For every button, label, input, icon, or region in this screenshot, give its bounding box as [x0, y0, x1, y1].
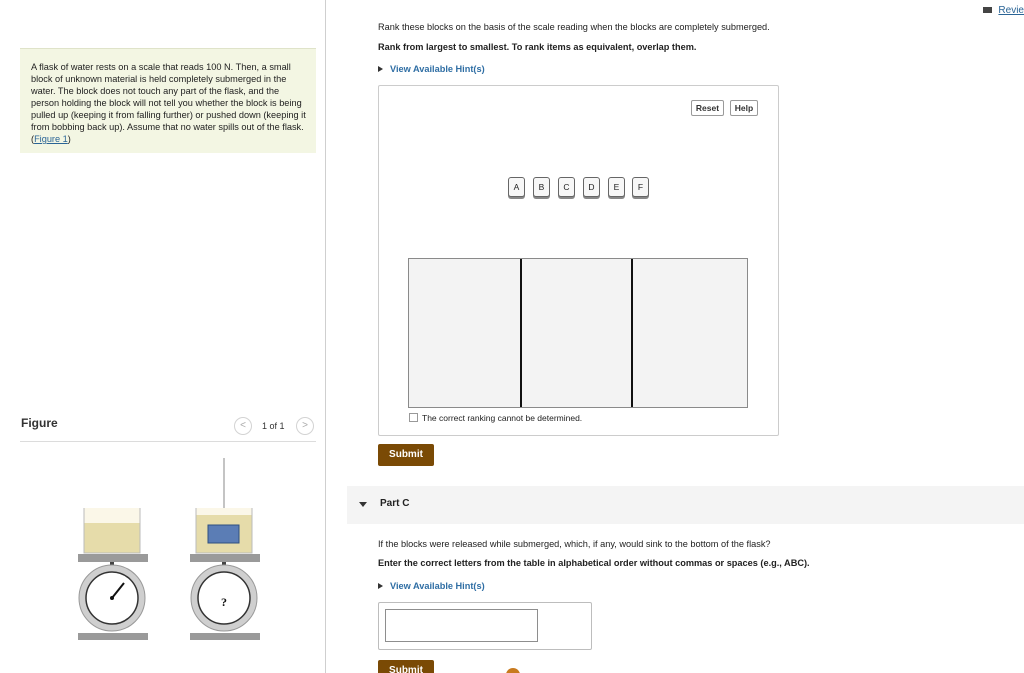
figure-header	[20, 412, 316, 442]
part-c-instruction: Enter the correct letters from the table in alphabetical order without commas or spaces (e.g., ABC).	[378, 558, 810, 568]
caret-right-icon	[378, 583, 383, 589]
part-c-label: Part C	[380, 498, 410, 509]
figure-image	[0, 453, 326, 673]
figure-link[interactable]: Figure 1	[34, 134, 68, 144]
tile-b[interactable]: B	[533, 177, 550, 197]
tile-d[interactable]: D	[583, 177, 600, 197]
part-c-submit-button[interactable]: Submit	[378, 660, 434, 673]
problem-text: A flask of water rests on a scale that reads 100 N. Then, a small block of unknown material is held completely submerged in the water. The block does not touch any part of the flask, and the person holding the block will not tell you whether the block is being pulled up (keeping it from falling further) or pushed down (keeping it from bobbing back up). Assume that no water spills out of the flask. (	[31, 62, 306, 144]
cannot-determine-label: The correct ranking cannot be determined.	[422, 413, 583, 423]
part-b-instruction: Rank these blocks on the basis of the scale reading when the blocks are completely submerged.	[378, 22, 770, 32]
problem-statement	[20, 48, 316, 153]
loading-indicator	[506, 668, 520, 673]
tile-f[interactable]: F	[632, 177, 649, 197]
rank-divider	[631, 259, 633, 407]
tile-e[interactable]: E	[608, 177, 625, 197]
ranking-drop-area[interactable]	[408, 258, 748, 408]
cannot-determine-option[interactable]	[409, 413, 582, 423]
part-b-submit-button[interactable]: Submit	[378, 444, 434, 466]
part-c-answer-box	[378, 602, 592, 650]
part-c-answer-input[interactable]	[385, 609, 538, 642]
part-c-hint-toggle[interactable]	[378, 581, 485, 591]
figure-title: Figure	[21, 416, 58, 430]
part-b-rank-instruction: Rank from largest to smallest. To rank items as equivalent, overlap them.	[378, 42, 697, 52]
right-pane	[327, 0, 1024, 673]
reset-button[interactable]: Reset	[691, 100, 724, 116]
caret-right-icon	[378, 66, 383, 72]
tile-a[interactable]: A	[508, 177, 525, 197]
help-button[interactable]: Help	[730, 100, 758, 116]
figure-next-button[interactable]	[296, 417, 314, 435]
left-pane	[0, 0, 326, 673]
tile-c[interactable]: C	[558, 177, 575, 197]
chevron-right-icon: >	[302, 420, 308, 431]
cannot-determine-checkbox[interactable]	[409, 413, 418, 422]
ranking-widget	[378, 85, 779, 436]
flask-scale-right	[190, 458, 260, 640]
part-c-header[interactable]	[347, 486, 1024, 524]
rank-divider	[520, 259, 522, 407]
part-c-hint-label: View Available Hint(s)	[390, 581, 485, 591]
caret-down-icon	[359, 502, 367, 507]
part-b-hint-label: View Available Hint(s)	[390, 64, 485, 74]
review-icon	[983, 7, 992, 13]
part-b-hint-toggle[interactable]	[378, 64, 485, 74]
unknown-reading-label: ?	[221, 595, 227, 609]
figure-page-count: 1 of 1	[262, 421, 285, 431]
flask-scale-left	[78, 508, 148, 640]
review-link[interactable]: Revie	[998, 5, 1024, 16]
problem-text-end: )	[67, 134, 71, 144]
figure-prev-button[interactable]	[234, 417, 252, 435]
part-c-question: If the blocks were released while submerged, which, if any, would sink to the bottom of the flask?	[378, 539, 771, 549]
chevron-left-icon: <	[240, 420, 246, 431]
